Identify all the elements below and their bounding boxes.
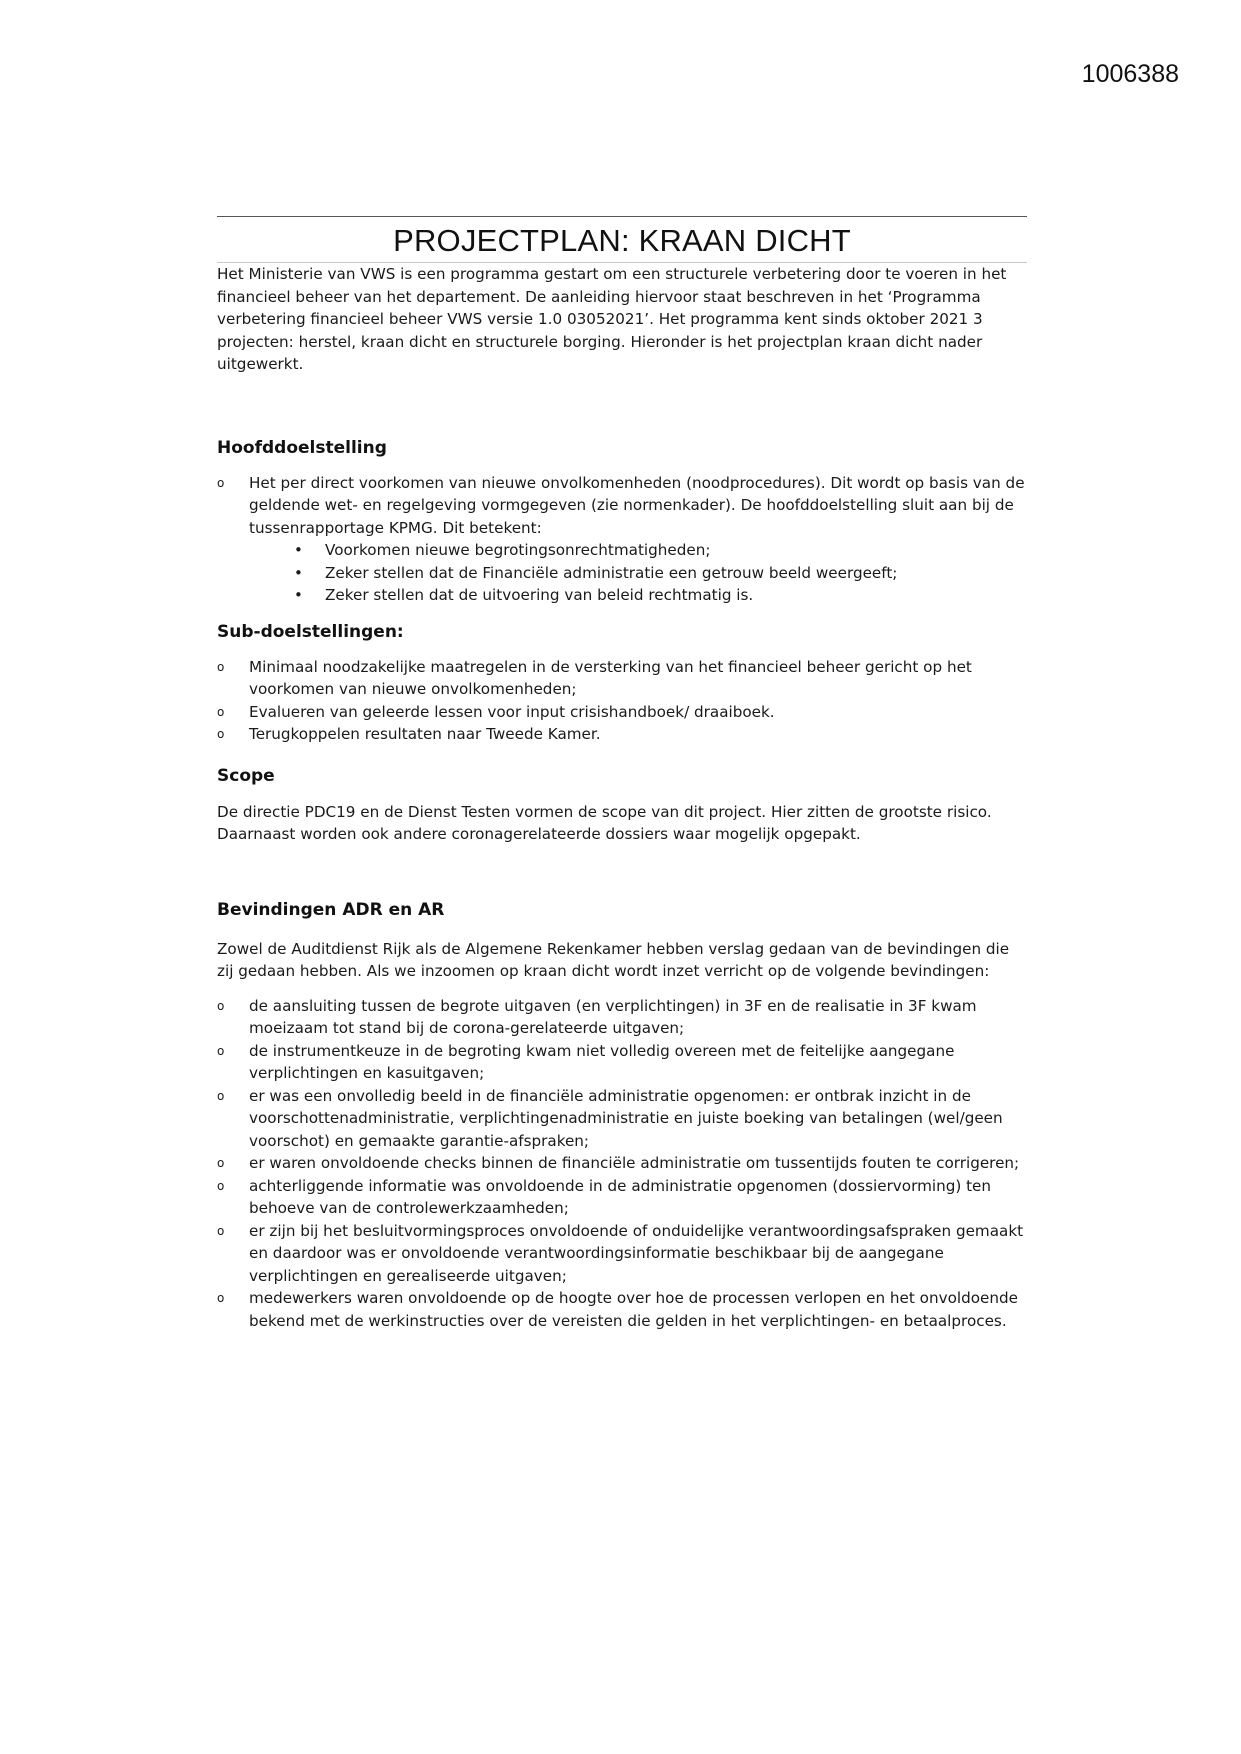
circle-bullet-icon: o (217, 475, 225, 490)
list-item-text: medewerkers waren onvoldoende op de hoogte over hoe de processen verlopen en het onvoldoende bekend met de werkinstructies over de vereisten die gelden in het verplichtingen- en betaalproces. (249, 1289, 1018, 1330)
list-item (217, 656, 1027, 701)
title-block (217, 216, 1027, 263)
document-number: 1006388 (1081, 60, 1179, 88)
list-item (217, 1040, 1027, 1085)
circle-bullet-icon: o (217, 727, 225, 741)
list-item-text: achterliggende informatie was onvoldoende in de administratie opgenomen (dossiervorming) ten behoeve van de controlewerkzaamheden; (249, 1176, 992, 1217)
list-item (217, 1085, 1027, 1153)
list-item (217, 1287, 1027, 1332)
circle-bullet-icon: o (217, 1156, 225, 1170)
list-item-text: er was een onvolledig beeld in de financiële administratie opgenomen: er ontbrak inzicht in de voorschottenadministratie, verplichtingenadministratie en juiste boeking van betalingen (wel/geen voorschot) en gemaakte garantie-afspraken; (249, 1086, 1003, 1150)
circle-bullet-icon: o (217, 998, 225, 1013)
circle-bullet-icon: o (217, 1291, 225, 1305)
scope-heading: Scope (217, 765, 275, 786)
list-item-text: Minimaal noodzakelijke maatregelen in de versterking van het financieel beheer gericht op het voorkomen van nieuwe onvolkomenheden; (249, 657, 972, 698)
list-item (217, 1175, 1027, 1220)
hoofddoelstelling-heading: Hoofddoelstelling (217, 437, 387, 458)
bevindingen-heading: Bevindingen ADR en AR (217, 899, 445, 920)
hoofddoelstelling-list (217, 472, 1027, 607)
circle-bullet-icon: o (217, 1223, 225, 1238)
circle-bullet-icon: o (217, 1178, 225, 1193)
list-item-text: Evalueren van geleerde lessen voor input crisishandboek/ draaiboek. (249, 702, 775, 721)
list-item-text: er waren onvoldoende checks binnen de financiële administratie om tussentijds fouten te corrigeren; (249, 1154, 1020, 1172)
sub-list-item-text: Zeker stellen dat de uitvoering van beleid rechtmatig is. (325, 586, 754, 604)
document-page (217, 216, 1027, 1332)
bevindingen-list (217, 995, 1027, 1333)
bevindingen-paragraph: Zowel de Auditdienst Rijk als de Algemene Rekenkamer hebben verslag gedaan van de bevindingen die zij gedaan hebben. Als we inzoomen op kraan dicht wordt inzet verricht op de volgende bevindingen: (217, 939, 1010, 980)
list-item-text: de aansluiting tussen de begrote uitgaven (en verplichtingen) in 3F en de realisatie in 3F kwam moeizaam tot stand bij de corona-gerelateerde uitgaven; (249, 996, 977, 1037)
circle-bullet-icon: o (217, 1043, 225, 1058)
sub-list-item-text: Voorkomen nieuwe begrotingsonrechtmatigheden; (325, 541, 711, 559)
list-item (217, 701, 1027, 724)
list-item-text: er zijn bij het besluitvormingsproces onvoldoende of onduidelijke verantwoordingsafspraken gemaakt en daardoor was er onvoldoende verantwoordingsinformatie beschikbaar bij de aangegane verplichtingen en gerealiseerde uitgaven; (249, 1221, 1024, 1285)
list-item-text: Het per direct voorkomen van nieuwe onvolkomenheden (noodprocedures). Dit wordt op basis van de geldende wet- en regelgeving vormgegeven (zie normenkader). De hoofddoelstelling sluit aan bij de tussenrapportage KPMG. Dit betekent: (249, 473, 1025, 537)
subdoelstellingen-heading: Sub-doelstellingen: (217, 621, 404, 642)
page-title: PROJECTPLAN: KRAAN DICHT (393, 223, 851, 258)
subdoelstellingen-list (217, 656, 1027, 746)
sub-list-item (294, 584, 1027, 607)
dot-bullet-icon: • (294, 541, 303, 559)
scope-paragraph: De directie PDC19 en de Dienst Testen vormen de scope van dit project. Hier zitten de grootste risico. Daarnaast worden ook andere coronagerelateerde dossiers waar mogelijk opgepakt. (217, 802, 992, 843)
intro-paragraph: Het Ministerie van VWS is een programma gestart om een structurele verbetering door te voeren in het financieel beheer van het departement. De aanleiding hiervoor staat beschreven in het ‘Programma verbetering financieel beheer VWS versie 1.0 03052021’. Het programma kent sinds oktober 2021 3 projecten: herstel, kraan dicht en structurele borging. Hieronder is het projectplan kraan dicht nader uitgewerkt. (217, 265, 1007, 373)
circle-bullet-icon: o (217, 704, 225, 719)
circle-bullet-icon: o (217, 1088, 225, 1103)
list-item (217, 1152, 1027, 1175)
hoofddoelstelling-sub-list (249, 539, 1027, 607)
dot-bullet-icon: • (294, 586, 303, 604)
sub-list-item (294, 539, 1027, 562)
list-item-text: Terugkoppelen resultaten naar Tweede Kamer. (249, 725, 601, 743)
list-item (217, 995, 1027, 1040)
list-item (217, 472, 1027, 607)
sub-list-item (294, 562, 1027, 585)
list-item-text: de instrumentkeuze in de begroting kwam niet volledig overeen met de feitelijke aangegane verplichtingen en kasuitgaven; (249, 1041, 955, 1082)
circle-bullet-icon: o (217, 659, 225, 674)
list-item (217, 1220, 1027, 1288)
list-item (217, 723, 1027, 746)
sub-list-item-text: Zeker stellen dat de Financiële administratie een getrouw beeld weergeeft; (325, 563, 898, 582)
dot-bullet-icon: • (294, 563, 303, 582)
